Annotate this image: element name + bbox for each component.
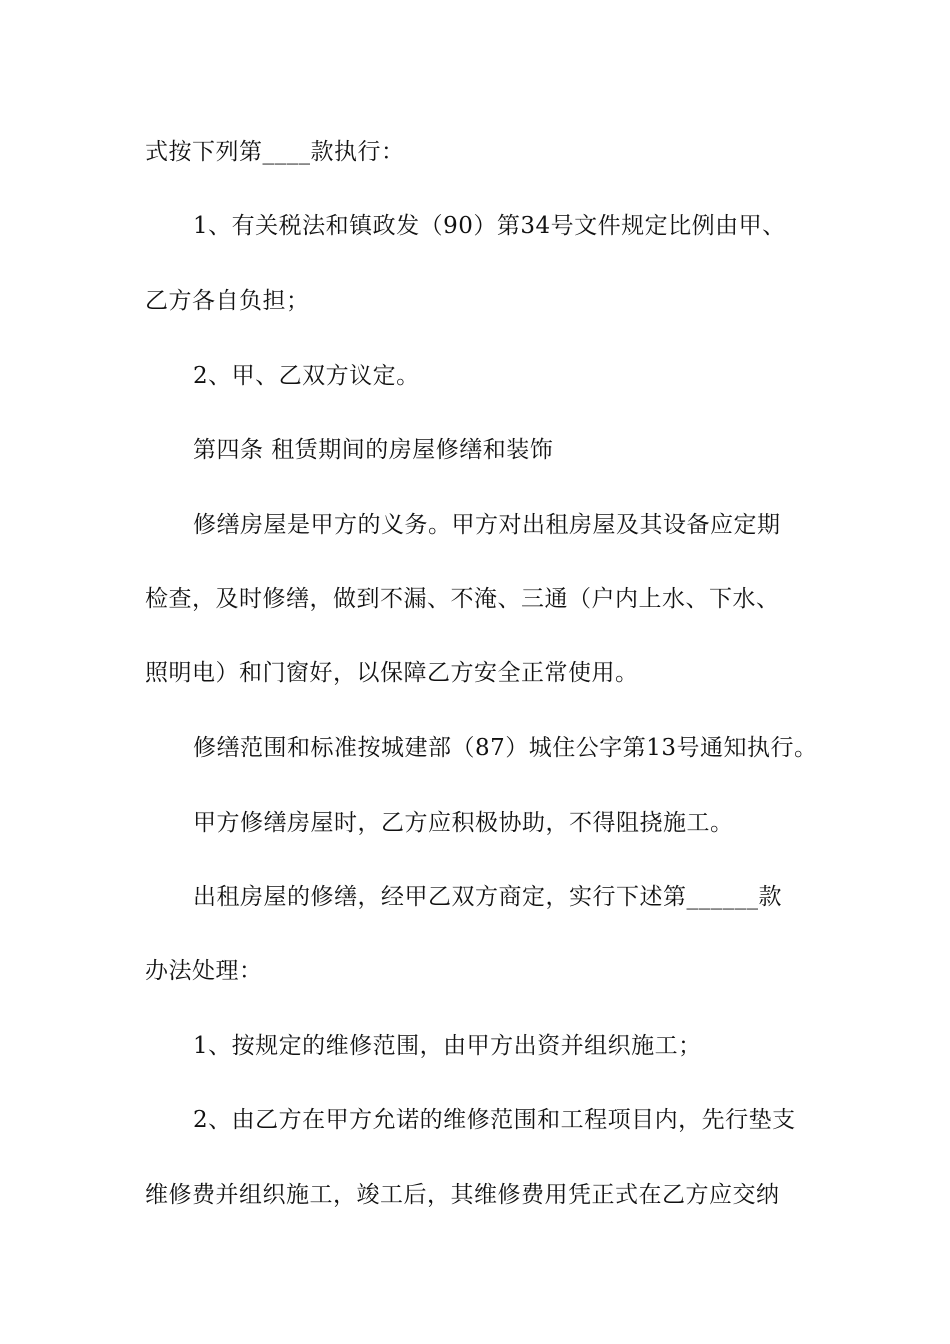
text-line: 照明电）和门窗好，以保障乙方安全正常使用。	[145, 660, 639, 686]
text-line: 1、按规定的维修范围，由甲方出资并组织施工；	[193, 1033, 702, 1059]
text-line: 修缮房屋是甲方的义务。甲方对出租房屋及其设备应定期	[193, 512, 781, 538]
text-line: 乙方各自负担；	[145, 288, 310, 314]
text-line: 1、有关税法和镇政发（90）第34号文件规定比例由甲、	[193, 213, 786, 239]
text-line: 维修费并组织施工，竣工后，其维修费用凭正式在乙方应交纳	[145, 1182, 780, 1208]
text-line: 2、由乙方在甲方允诺的维修范围和工程项目内，先行垫支	[193, 1107, 796, 1133]
section-heading: 第四条 租赁期间的房屋修缮和装饰	[193, 437, 554, 463]
text-line: 2、甲、乙双方议定。	[193, 363, 420, 389]
text-line: 出租房屋的修缮，经甲乙双方商定，实行下述第______款	[193, 884, 782, 910]
text-line: 修缮范围和标准按城建部（87）城住公字第13号通知执行。	[193, 735, 818, 761]
text-line: 式按下列第____款执行：	[145, 139, 405, 165]
text-line: 办法处理：	[145, 958, 263, 984]
text-line: 检查，及时修缮，做到不漏、不淹、三通（户内上水、下水、	[145, 586, 780, 612]
text-line: 甲方修缮房屋时，乙方应积极协助，不得阻挠施工。	[193, 810, 734, 836]
